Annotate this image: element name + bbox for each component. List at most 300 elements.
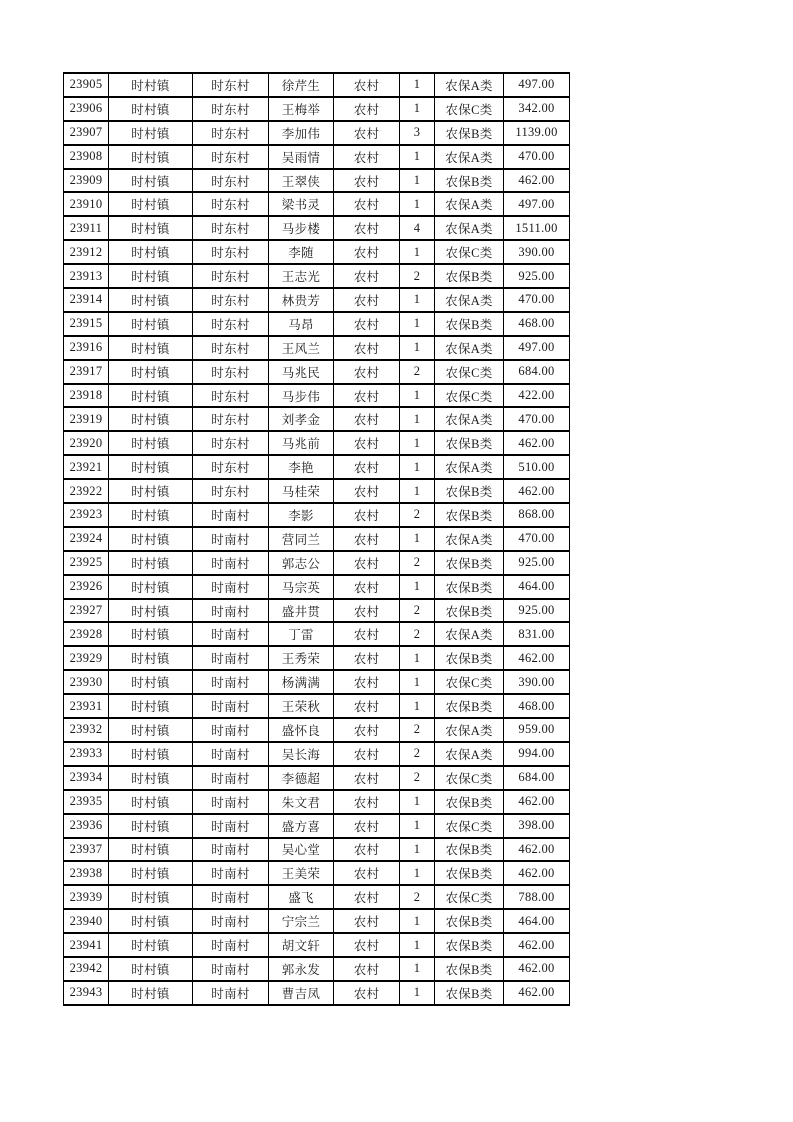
- cell-count: 1: [400, 240, 435, 264]
- cell-residence-type: 农村: [334, 742, 400, 766]
- cell-village: 时南村: [193, 503, 269, 527]
- table-row: [64, 384, 570, 408]
- cell-id: 23931: [64, 694, 109, 718]
- cell-id: 23919: [64, 407, 109, 431]
- cell-town: 时村镇: [109, 622, 193, 646]
- cell-id: 23930: [64, 670, 109, 694]
- cell-count: 1: [400, 169, 435, 193]
- cell-category: 农保B类: [435, 264, 504, 288]
- cell-name: 吴心堂: [269, 838, 334, 862]
- table-body: [64, 73, 570, 1005]
- cell-town: 时村镇: [109, 814, 193, 838]
- cell-amount: 462.00: [504, 957, 570, 981]
- cell-category: 农保C类: [435, 360, 504, 384]
- cell-category: 农保A类: [435, 742, 504, 766]
- table-row: [64, 861, 570, 885]
- cell-name: 吴雨情: [269, 145, 334, 169]
- cell-count: 3: [400, 121, 435, 145]
- table-row: [64, 599, 570, 623]
- cell-category: 农保C类: [435, 670, 504, 694]
- cell-name: 杨满满: [269, 670, 334, 694]
- table-row: [64, 909, 570, 933]
- cell-category: 农保C类: [435, 885, 504, 909]
- cell-amount: 994.00: [504, 742, 570, 766]
- cell-id: 23923: [64, 503, 109, 527]
- cell-id: 23929: [64, 646, 109, 670]
- cell-town: 时村镇: [109, 479, 193, 503]
- cell-amount: 462.00: [504, 169, 570, 193]
- cell-name: 朱文君: [269, 790, 334, 814]
- table-row: [64, 814, 570, 838]
- cell-residence-type: 农村: [334, 790, 400, 814]
- cell-id: 23933: [64, 742, 109, 766]
- cell-name: 王荣秋: [269, 694, 334, 718]
- cell-residence-type: 农村: [334, 121, 400, 145]
- table-row: [64, 169, 570, 193]
- cell-id: 23906: [64, 97, 109, 121]
- table-row: [64, 360, 570, 384]
- cell-town: 时村镇: [109, 957, 193, 981]
- cell-village: 时东村: [193, 169, 269, 193]
- cell-town: 时村镇: [109, 575, 193, 599]
- cell-id: 23927: [64, 599, 109, 623]
- table-row: [64, 933, 570, 957]
- cell-count: 1: [400, 909, 435, 933]
- cell-village: 时南村: [193, 838, 269, 862]
- cell-category: 农保A类: [435, 455, 504, 479]
- cell-amount: 468.00: [504, 694, 570, 718]
- cell-category: 农保B类: [435, 551, 504, 575]
- cell-village: 时东村: [193, 384, 269, 408]
- cell-category: 农保B类: [435, 790, 504, 814]
- table-row: [64, 957, 570, 981]
- cell-residence-type: 农村: [334, 336, 400, 360]
- cell-id: 23936: [64, 814, 109, 838]
- cell-id: 23911: [64, 216, 109, 240]
- cell-town: 时村镇: [109, 790, 193, 814]
- cell-town: 时村镇: [109, 73, 193, 97]
- cell-count: 1: [400, 479, 435, 503]
- table-row: [64, 407, 570, 431]
- cell-residence-type: 农村: [334, 718, 400, 742]
- cell-id: 23905: [64, 73, 109, 97]
- cell-amount: 831.00: [504, 622, 570, 646]
- cell-category: 农保C类: [435, 766, 504, 790]
- cell-amount: 868.00: [504, 503, 570, 527]
- cell-amount: 925.00: [504, 551, 570, 575]
- cell-name: 王风兰: [269, 336, 334, 360]
- table-row: [64, 455, 570, 479]
- cell-count: 1: [400, 814, 435, 838]
- cell-name: 郭志公: [269, 551, 334, 575]
- cell-amount: 925.00: [504, 264, 570, 288]
- cell-count: 1: [400, 312, 435, 336]
- cell-category: 农保B类: [435, 694, 504, 718]
- cell-count: 2: [400, 599, 435, 623]
- cell-amount: 1511.00: [504, 216, 570, 240]
- cell-residence-type: 农村: [334, 240, 400, 264]
- cell-residence-type: 农村: [334, 670, 400, 694]
- cell-town: 时村镇: [109, 407, 193, 431]
- cell-town: 时村镇: [109, 192, 193, 216]
- cell-town: 时村镇: [109, 336, 193, 360]
- cell-count: 1: [400, 694, 435, 718]
- cell-town: 时村镇: [109, 742, 193, 766]
- cell-count: 1: [400, 670, 435, 694]
- records-table: [63, 72, 570, 1006]
- cell-residence-type: 农村: [334, 407, 400, 431]
- table-row: [64, 336, 570, 360]
- cell-count: 1: [400, 790, 435, 814]
- cell-town: 时村镇: [109, 861, 193, 885]
- cell-village: 时东村: [193, 431, 269, 455]
- cell-residence-type: 农村: [334, 766, 400, 790]
- cell-category: 农保C类: [435, 97, 504, 121]
- table-row: [64, 885, 570, 909]
- cell-id: 23908: [64, 145, 109, 169]
- cell-count: 1: [400, 861, 435, 885]
- cell-amount: 390.00: [504, 240, 570, 264]
- cell-amount: 462.00: [504, 790, 570, 814]
- cell-village: 时南村: [193, 933, 269, 957]
- cell-count: 1: [400, 981, 435, 1005]
- cell-category: 农保C类: [435, 240, 504, 264]
- cell-id: 23920: [64, 431, 109, 455]
- cell-town: 时村镇: [109, 981, 193, 1005]
- cell-residence-type: 农村: [334, 551, 400, 575]
- cell-name: 马步楼: [269, 216, 334, 240]
- cell-village: 时东村: [193, 73, 269, 97]
- table-row: [64, 646, 570, 670]
- cell-category: 农保A类: [435, 527, 504, 551]
- table-row: [64, 694, 570, 718]
- cell-id: 23914: [64, 288, 109, 312]
- cell-category: 农保B类: [435, 479, 504, 503]
- cell-village: 时南村: [193, 718, 269, 742]
- cell-residence-type: 农村: [334, 288, 400, 312]
- cell-amount: 497.00: [504, 192, 570, 216]
- cell-residence-type: 农村: [334, 192, 400, 216]
- cell-village: 时东村: [193, 407, 269, 431]
- cell-name: 盛方喜: [269, 814, 334, 838]
- cell-amount: 470.00: [504, 145, 570, 169]
- cell-count: 2: [400, 360, 435, 384]
- cell-category: 农保C类: [435, 384, 504, 408]
- cell-id: 23918: [64, 384, 109, 408]
- cell-category: 农保B类: [435, 599, 504, 623]
- cell-town: 时村镇: [109, 240, 193, 264]
- cell-name: 刘孝金: [269, 407, 334, 431]
- cell-name: 郭永发: [269, 957, 334, 981]
- cell-category: 农保A类: [435, 407, 504, 431]
- cell-village: 时南村: [193, 622, 269, 646]
- cell-village: 时南村: [193, 861, 269, 885]
- cell-amount: 470.00: [504, 288, 570, 312]
- cell-amount: 510.00: [504, 455, 570, 479]
- cell-name: 营同兰: [269, 527, 334, 551]
- cell-name: 徐芹生: [269, 73, 334, 97]
- cell-count: 1: [400, 145, 435, 169]
- cell-amount: 468.00: [504, 312, 570, 336]
- cell-name: 丁雷: [269, 622, 334, 646]
- cell-name: 李随: [269, 240, 334, 264]
- cell-residence-type: 农村: [334, 646, 400, 670]
- cell-town: 时村镇: [109, 264, 193, 288]
- cell-id: 23924: [64, 527, 109, 551]
- cell-name: 李影: [269, 503, 334, 527]
- cell-town: 时村镇: [109, 646, 193, 670]
- cell-town: 时村镇: [109, 121, 193, 145]
- cell-id: 23917: [64, 360, 109, 384]
- cell-village: 时南村: [193, 575, 269, 599]
- cell-town: 时村镇: [109, 312, 193, 336]
- cell-name: 王翠侠: [269, 169, 334, 193]
- cell-count: 2: [400, 551, 435, 575]
- cell-id: 23932: [64, 718, 109, 742]
- cell-count: 1: [400, 192, 435, 216]
- cell-name: 王美荣: [269, 861, 334, 885]
- cell-category: 农保B类: [435, 312, 504, 336]
- cell-town: 时村镇: [109, 551, 193, 575]
- cell-id: 23940: [64, 909, 109, 933]
- cell-village: 时南村: [193, 599, 269, 623]
- cell-residence-type: 农村: [334, 861, 400, 885]
- cell-id: 23943: [64, 981, 109, 1005]
- cell-id: 23928: [64, 622, 109, 646]
- cell-amount: 462.00: [504, 981, 570, 1005]
- cell-amount: 464.00: [504, 909, 570, 933]
- cell-village: 时南村: [193, 766, 269, 790]
- cell-amount: 390.00: [504, 670, 570, 694]
- table-row: [64, 622, 570, 646]
- cell-name: 宁宗兰: [269, 909, 334, 933]
- cell-town: 时村镇: [109, 288, 193, 312]
- table-row: [64, 121, 570, 145]
- cell-category: 农保A类: [435, 216, 504, 240]
- table-row: [64, 527, 570, 551]
- cell-id: 23934: [64, 766, 109, 790]
- table-row: [64, 551, 570, 575]
- cell-count: 1: [400, 384, 435, 408]
- cell-id: 23925: [64, 551, 109, 575]
- cell-name: 马昂: [269, 312, 334, 336]
- cell-count: 2: [400, 885, 435, 909]
- cell-town: 时村镇: [109, 670, 193, 694]
- table-row: [64, 575, 570, 599]
- cell-residence-type: 农村: [334, 360, 400, 384]
- table-row: [64, 73, 570, 97]
- table-row: [64, 766, 570, 790]
- cell-town: 时村镇: [109, 694, 193, 718]
- cell-town: 时村镇: [109, 431, 193, 455]
- cell-category: 农保B类: [435, 646, 504, 670]
- cell-count: 1: [400, 336, 435, 360]
- cell-residence-type: 农村: [334, 479, 400, 503]
- cell-name: 王秀荣: [269, 646, 334, 670]
- cell-category: 农保B类: [435, 838, 504, 862]
- cell-amount: 462.00: [504, 933, 570, 957]
- cell-category: 农保A类: [435, 73, 504, 97]
- cell-residence-type: 农村: [334, 814, 400, 838]
- cell-count: 1: [400, 957, 435, 981]
- cell-amount: 342.00: [504, 97, 570, 121]
- table-row: [64, 216, 570, 240]
- cell-name: 马兆民: [269, 360, 334, 384]
- cell-residence-type: 农村: [334, 312, 400, 336]
- cell-village: 时南村: [193, 885, 269, 909]
- table-row: [64, 145, 570, 169]
- cell-id: 23942: [64, 957, 109, 981]
- cell-count: 1: [400, 407, 435, 431]
- cell-residence-type: 农村: [334, 97, 400, 121]
- cell-amount: 462.00: [504, 646, 570, 670]
- table-row: [64, 192, 570, 216]
- cell-amount: 462.00: [504, 431, 570, 455]
- cell-id: 23926: [64, 575, 109, 599]
- cell-residence-type: 农村: [334, 145, 400, 169]
- cell-category: 农保A类: [435, 288, 504, 312]
- cell-village: 时东村: [193, 360, 269, 384]
- cell-amount: 925.00: [504, 599, 570, 623]
- cell-count: 1: [400, 97, 435, 121]
- cell-id: 23937: [64, 838, 109, 862]
- table-row: [64, 838, 570, 862]
- cell-id: 23938: [64, 861, 109, 885]
- cell-count: 1: [400, 646, 435, 670]
- cell-town: 时村镇: [109, 455, 193, 479]
- cell-residence-type: 农村: [334, 216, 400, 240]
- cell-village: 时南村: [193, 981, 269, 1005]
- cell-village: 时南村: [193, 646, 269, 670]
- cell-count: 2: [400, 622, 435, 646]
- table-row: [64, 742, 570, 766]
- cell-amount: 684.00: [504, 766, 570, 790]
- cell-village: 时南村: [193, 551, 269, 575]
- cell-residence-type: 农村: [334, 73, 400, 97]
- cell-town: 时村镇: [109, 360, 193, 384]
- cell-category: 农保B类: [435, 957, 504, 981]
- cell-category: 农保B类: [435, 933, 504, 957]
- cell-count: 2: [400, 264, 435, 288]
- cell-village: 时东村: [193, 121, 269, 145]
- cell-amount: 497.00: [504, 73, 570, 97]
- cell-town: 时村镇: [109, 384, 193, 408]
- cell-name: 林贵芳: [269, 288, 334, 312]
- cell-town: 时村镇: [109, 216, 193, 240]
- cell-residence-type: 农村: [334, 503, 400, 527]
- cell-count: 4: [400, 216, 435, 240]
- cell-category: 农保B类: [435, 575, 504, 599]
- cell-count: 2: [400, 766, 435, 790]
- table-row: [64, 312, 570, 336]
- cell-name: 马宗英: [269, 575, 334, 599]
- table-row: [64, 431, 570, 455]
- cell-name: 马桂荣: [269, 479, 334, 503]
- cell-village: 时南村: [193, 670, 269, 694]
- cell-amount: 462.00: [504, 838, 570, 862]
- cell-amount: 470.00: [504, 407, 570, 431]
- cell-residence-type: 农村: [334, 264, 400, 288]
- table-row: [64, 503, 570, 527]
- cell-residence-type: 农村: [334, 838, 400, 862]
- cell-residence-type: 农村: [334, 909, 400, 933]
- cell-name: 马步伟: [269, 384, 334, 408]
- cell-count: 2: [400, 718, 435, 742]
- cell-residence-type: 农村: [334, 957, 400, 981]
- cell-town: 时村镇: [109, 599, 193, 623]
- cell-residence-type: 农村: [334, 599, 400, 623]
- cell-name: 吴长海: [269, 742, 334, 766]
- table-row: [64, 264, 570, 288]
- cell-amount: 470.00: [504, 527, 570, 551]
- cell-residence-type: 农村: [334, 431, 400, 455]
- cell-residence-type: 农村: [334, 981, 400, 1005]
- cell-id: 23935: [64, 790, 109, 814]
- cell-id: 23909: [64, 169, 109, 193]
- cell-category: 农保A类: [435, 622, 504, 646]
- cell-category: 农保B类: [435, 169, 504, 193]
- cell-count: 1: [400, 575, 435, 599]
- cell-village: 时东村: [193, 216, 269, 240]
- cell-category: 农保B类: [435, 121, 504, 145]
- cell-amount: 788.00: [504, 885, 570, 909]
- cell-town: 时村镇: [109, 718, 193, 742]
- cell-amount: 422.00: [504, 384, 570, 408]
- cell-amount: 462.00: [504, 479, 570, 503]
- cell-category: 农保A类: [435, 145, 504, 169]
- cell-town: 时村镇: [109, 885, 193, 909]
- cell-category: 农保B类: [435, 981, 504, 1005]
- cell-category: 农保A类: [435, 336, 504, 360]
- cell-village: 时东村: [193, 479, 269, 503]
- cell-count: 1: [400, 431, 435, 455]
- cell-name: 马兆前: [269, 431, 334, 455]
- cell-count: 1: [400, 838, 435, 862]
- cell-residence-type: 农村: [334, 169, 400, 193]
- cell-residence-type: 农村: [334, 622, 400, 646]
- cell-residence-type: 农村: [334, 933, 400, 957]
- table-row: [64, 790, 570, 814]
- cell-category: 农保B类: [435, 861, 504, 885]
- table-row: [64, 97, 570, 121]
- cell-count: 1: [400, 73, 435, 97]
- cell-name: 盛井贯: [269, 599, 334, 623]
- cell-id: 23916: [64, 336, 109, 360]
- cell-residence-type: 农村: [334, 384, 400, 408]
- cell-town: 时村镇: [109, 933, 193, 957]
- cell-category: 农保C类: [435, 814, 504, 838]
- cell-category: 农保B类: [435, 909, 504, 933]
- cell-amount: 462.00: [504, 861, 570, 885]
- cell-village: 时南村: [193, 957, 269, 981]
- cell-category: 农保A类: [435, 192, 504, 216]
- cell-village: 时东村: [193, 455, 269, 479]
- cell-amount: 464.00: [504, 575, 570, 599]
- cell-count: 1: [400, 455, 435, 479]
- cell-village: 时东村: [193, 145, 269, 169]
- cell-village: 时南村: [193, 909, 269, 933]
- cell-id: 23910: [64, 192, 109, 216]
- cell-count: 2: [400, 503, 435, 527]
- cell-id: 23921: [64, 455, 109, 479]
- cell-village: 时东村: [193, 192, 269, 216]
- cell-name: 李艳: [269, 455, 334, 479]
- cell-town: 时村镇: [109, 97, 193, 121]
- cell-amount: 398.00: [504, 814, 570, 838]
- table-row: [64, 981, 570, 1005]
- cell-category: 农保B类: [435, 503, 504, 527]
- cell-amount: 1139.00: [504, 121, 570, 145]
